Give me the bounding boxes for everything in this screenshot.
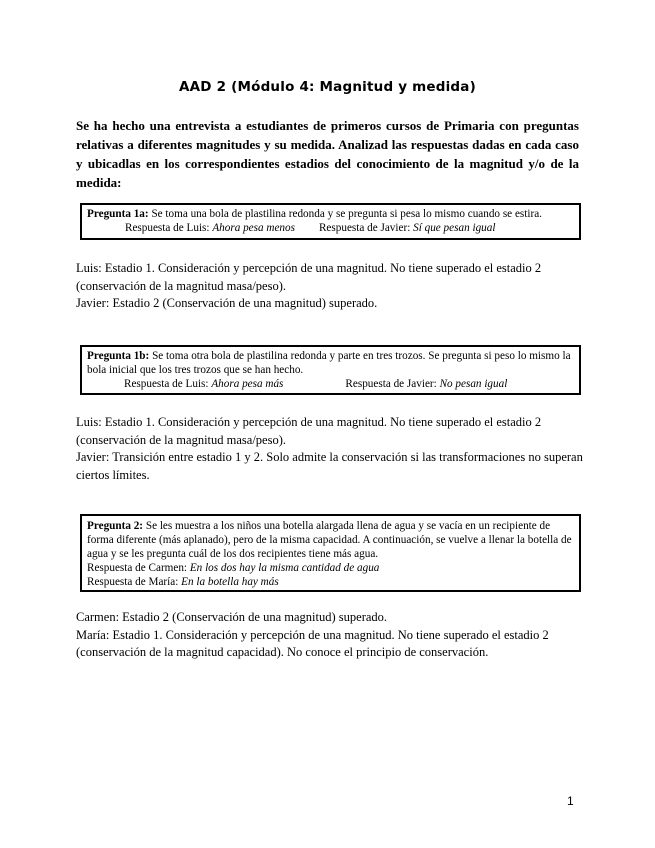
question-1b-responses bbox=[87, 377, 575, 391]
answers-1a bbox=[76, 260, 586, 313]
page-title: AAD 2 (Módulo 4: Magnitud y medida) bbox=[179, 79, 476, 95]
response-luis-label: Respuesta de Luis: bbox=[124, 378, 212, 390]
question-2-text: Se les muestra a los niños una botella alargada llena de agua y se vacía en un recipiente de forma diferente (más aplanado), pero de la misma capacidad. A continuación, se vuelve a llenar la botella de agua y se les pregunta cuál de los dos recipientes tiene más agua. bbox=[87, 520, 572, 560]
answers-1b bbox=[76, 414, 586, 484]
question-1a-text: Se toma una bola de plastilina redonda y se pregunta si pesa lo mismo cuando se estira. bbox=[148, 208, 542, 220]
response-carmen-label: Respuesta de Carmen: bbox=[87, 562, 190, 574]
question-1a-responses bbox=[87, 221, 575, 235]
answer-javier-1b: Javier: Transición entre estadio 1 y 2. Solo admite la conservación si las transformaciones no superan ciertos límites. bbox=[76, 450, 583, 482]
response-maria-label: Respuesta de María: bbox=[87, 576, 182, 588]
question-1b-label: Pregunta 1b: bbox=[87, 350, 150, 362]
question-box-1b bbox=[80, 345, 581, 395]
question-1b-text: Se toma otra bola de plastilina redonda y parte en tres trozos. Se pregunta si peso lo mismo la bola inicial que los tres trozos que se han hecho. bbox=[87, 350, 571, 376]
response-luis-value: Ahora pesa más bbox=[211, 378, 284, 390]
question-1a-label: Pregunta 1a: bbox=[87, 208, 149, 220]
question-2-statement bbox=[87, 519, 575, 561]
response-javier-value: No pesan igual bbox=[439, 378, 508, 390]
page-number: 1 bbox=[567, 794, 574, 808]
question-2-label: Pregunta 2: bbox=[87, 520, 144, 532]
answer-luis-1a: Luis: Estadio 1. Consideración y percepción de una magnitud. No tiene superado el estadio 2 (conservación de la magnitud masa/peso). bbox=[76, 261, 542, 293]
response-maria-value: En la botella hay más bbox=[181, 576, 279, 588]
response-luis-value: Ahora pesa menos bbox=[212, 222, 295, 234]
question-2-response-carmen bbox=[87, 561, 575, 575]
intro-paragraph: Se ha hecho una entrevista a estudiantes de primeros cursos de Primaria con preguntas relativas a diferentes magnitudes y su medida. Analizad las respuestas dadas en cada caso y ubicadlas en los correspondientes estadios del conocimiento de la magnitud y/o de la medida: bbox=[76, 118, 579, 190]
answer-carmen-2: Carmen: Estadio 2 (Conservación de una magnitud) superado. bbox=[76, 610, 388, 624]
question-1a-statement bbox=[87, 207, 575, 221]
question-2-response-maria bbox=[87, 575, 575, 589]
question-1b-statement bbox=[87, 349, 575, 377]
answer-maria-2: María: Estadio 1. Consideración y percepción de una magnitud. No tiene superado el estadio 2 (conservación de la magnitud capacidad). No conoce el principio de conservación. bbox=[76, 627, 549, 659]
response-luis-label: Respuesta de Luis: bbox=[125, 222, 213, 234]
response-javier-label: Respuesta de Javier: bbox=[345, 378, 440, 390]
response-javier-label: Respuesta de Javier: bbox=[318, 222, 414, 234]
question-box-2 bbox=[80, 514, 581, 592]
answer-luis-1b: Luis: Estadio 1. Consideración y percepción de una magnitud. No tiene superado el estadio 2 (conservación de la magnitud masa/peso). bbox=[76, 415, 542, 447]
response-carmen-value: En los dos hay la misma cantidad de agua bbox=[189, 562, 380, 574]
response-javier-value: Sí que pesan igual bbox=[413, 222, 496, 234]
answers-2 bbox=[76, 609, 586, 662]
question-box-1a bbox=[80, 203, 581, 240]
answer-javier-1a: Javier: Estadio 2 (Conservación de una magnitud) superado. bbox=[76, 296, 378, 310]
